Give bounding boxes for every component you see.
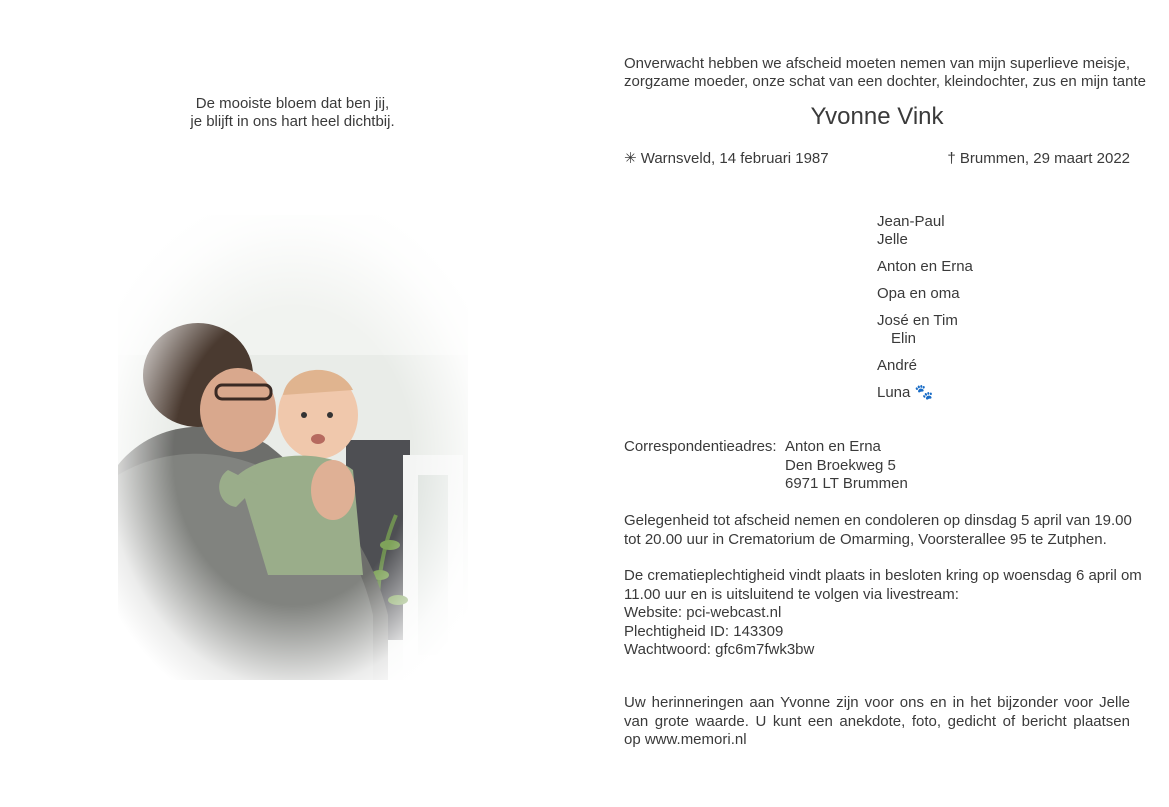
ceremony-line: De crematieplechtigheid vindt plaats in besloten kring op woensdag 6 april om [624, 567, 1142, 584]
visitation-line: Gelegenheid tot afscheid nemen en condoleren op dinsdag 5 april van 19.00 [624, 512, 1132, 529]
poem [150, 95, 435, 131]
intro-line: zorgzame moeder, onze schat van een dochter, kleindochter, zus en mijn tante [624, 73, 1146, 90]
memories-info [624, 694, 1130, 750]
livestream-website: Website: pci-webcast.nl [624, 604, 782, 621]
address-line: Anton en Erna [785, 438, 881, 455]
address-line: Den Broekweg 5 [785, 456, 896, 474]
family-member: Luna 🐾 [877, 384, 934, 401]
family-member: Anton en Erna [877, 258, 973, 275]
family-member: Opa en oma [877, 285, 960, 302]
family-member: Jelle [877, 231, 908, 248]
address-lines [785, 438, 908, 494]
memories-line: Uw herinneringen aan Yvonne zijn voor ons en in het bijzonder voor Jelle [624, 694, 1130, 711]
memorial-photo [118, 215, 468, 680]
intro-text [624, 55, 1146, 91]
family-member: Jean-Paul [877, 213, 945, 230]
livestream-id: Plechtigheid ID: 143309 [624, 622, 784, 640]
address-line: 6971 LT Brummen [785, 475, 908, 492]
correspondence-label: Correspondentieadres: [624, 438, 777, 455]
birth-date: ✳ Warnsveld, 14 februari 1987 [624, 150, 829, 167]
deceased-name: Yvonne Vink [810, 103, 944, 130]
poem-line: je blijft in ons hart heel dichtbij. [190, 113, 395, 130]
family-member: Elin [891, 330, 917, 347]
memories-line: op www.memori.nl [624, 731, 747, 748]
death-date: † Brummen, 29 maart 2022 [947, 150, 1130, 167]
family-list [877, 213, 973, 402]
ceremony-info [624, 567, 1142, 660]
visitation-line: tot 20.00 uur in Crematorium de Omarming, Voorsterallee 95 te Zutphen. [624, 530, 1107, 548]
family-member: André [877, 357, 918, 374]
intro-line: Onverwacht hebben we afscheid moeten nemen van mijn superlieve meisje, [624, 55, 1131, 72]
ceremony-line: 11.00 uur en is uitsluitend te volgen via livestream: [624, 585, 959, 603]
livestream-password: Wachtwoord: gfc6m7fwk3bw [624, 641, 815, 658]
family-member: José en Tim [877, 312, 958, 329]
visitation-info [624, 512, 1130, 549]
poem-line: De mooiste bloem dat ben jij, [195, 95, 390, 112]
memories-line: van grote waarde. U kunt een anekdote, foto, gedicht of bericht plaatsen [624, 712, 1130, 730]
